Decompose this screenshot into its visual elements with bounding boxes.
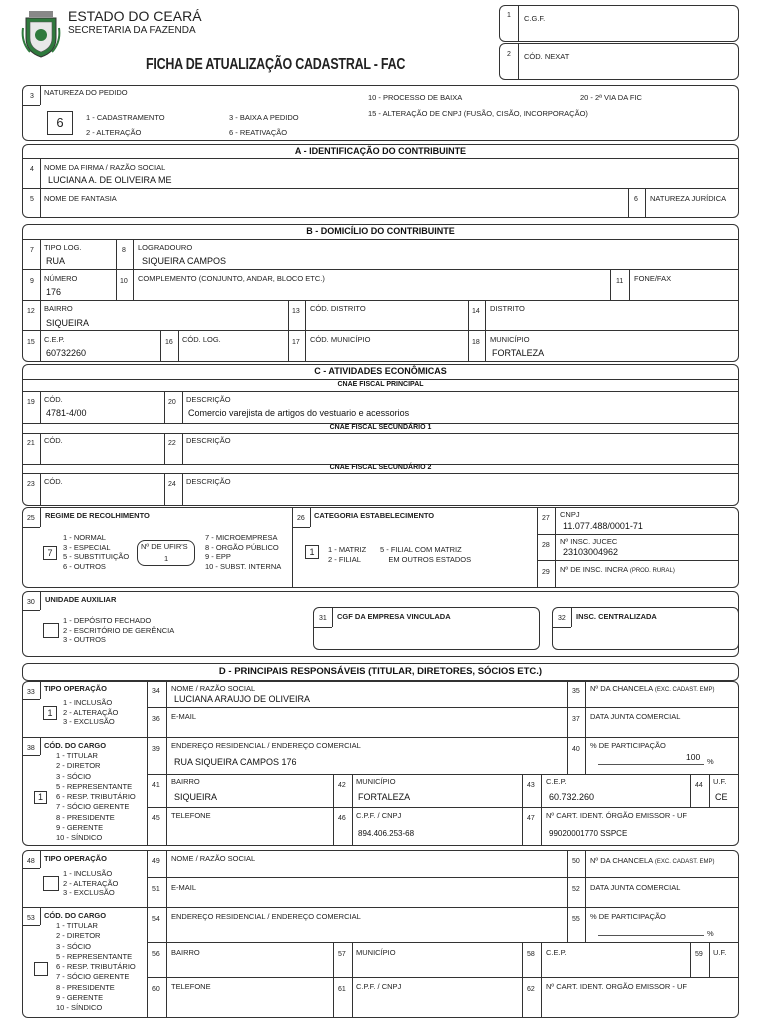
cnae-main-title: CNAE FISCAL PRINCIPAL xyxy=(337,381,424,388)
form-title: FICHA DE ATUALIZAÇÃO CADASTRAL - FAC xyxy=(146,56,406,73)
field-number: 24 xyxy=(168,481,176,488)
establishment-category-options: 1 - MATRIZ 2 - FILIAL xyxy=(328,545,367,564)
number-value[interactable]: 176 xyxy=(46,287,62,297)
email-label: E-MAIL xyxy=(171,883,197,892)
responsible-name-label: NOME / RAZÃO SOCIAL xyxy=(171,684,256,693)
operation-type-options: 1 - INCLUSÃO 2 - ALTERAÇÃO 3 - EXCLUSÃO xyxy=(63,698,119,727)
position-code-options: 1 - TITULAR 2 - DIRETOR 3 - SÓCIO 5 - REPRESENTANTE 6 - RESP. TRIBUTÁRIO 7 - SÓCIO GERENTE 8 - PRESIDENTE 9 - GERENTE 10 - SÍNDICO xyxy=(56,921,136,1013)
trade-name-label: NOME DE FANTASIA xyxy=(44,194,117,203)
tax-regime-input[interactable]: 7 xyxy=(43,546,57,560)
field-number: 23 xyxy=(27,481,35,488)
field-number: 21 xyxy=(27,440,35,447)
participation-label: % DE PARTICIPAÇÃO xyxy=(590,912,666,921)
field-number: 34 xyxy=(152,688,160,695)
seal-number-label: Nº DA CHANCELA (EXC. CADAST. EMP) xyxy=(590,856,715,865)
cnpj-label: CNPJ xyxy=(560,510,580,519)
tax-regime-options: 1 - NORMAL 3 - ESPECIAL 5 - SUBSTITUIÇÃO 6 - OUTROS xyxy=(63,533,130,571)
field-number: 48 xyxy=(27,858,35,865)
field-number: 58 xyxy=(527,951,535,958)
field-number: 9 xyxy=(30,278,34,285)
cnae-sec2-code-label: CÓD. xyxy=(44,477,63,486)
field-number: 44 xyxy=(695,782,703,789)
field-number: 38 xyxy=(27,745,35,752)
street-value[interactable]: SIQUEIRA CAMPOS xyxy=(142,256,227,266)
street-type-value[interactable]: RUA xyxy=(46,256,66,266)
resp-city-value[interactable]: FORTALEZA xyxy=(358,792,411,802)
position-code-input[interactable]: 1 xyxy=(34,791,47,804)
cnae-code-label: CÓD. xyxy=(44,395,63,404)
cnae-sec2-description-label: DESCRIÇÃO xyxy=(186,477,231,486)
district-value[interactable]: SIQUEIRA xyxy=(46,318,90,328)
field-number: 52 xyxy=(572,886,580,893)
company-name-value[interactable]: LUCIANA A. DE OLIVEIRA ME xyxy=(48,175,172,185)
email-label: E-MAIL xyxy=(171,712,197,721)
resp-state-label: U.F. xyxy=(713,777,727,786)
auxiliary-unit-input[interactable] xyxy=(43,623,59,638)
state-name: ESTADO DO CEARÁ xyxy=(68,8,202,24)
field-number: 29 xyxy=(542,569,550,576)
resp-district-label: BAIRRO xyxy=(171,948,200,957)
field-number: 33 xyxy=(27,689,35,696)
field-number: 40 xyxy=(572,746,580,753)
field-number: 6 xyxy=(634,196,638,203)
field-number: 20 xyxy=(168,399,176,406)
field-number: 54 xyxy=(152,916,160,923)
percent-sign: % xyxy=(707,757,714,766)
operation-type-label: TIPO OPERAÇÃO xyxy=(44,854,107,863)
section-c-title: C - ATIVIDADES ECONÔMICAS xyxy=(314,366,447,376)
field-number: 11 xyxy=(616,278,624,285)
field-number: 14 xyxy=(472,308,480,315)
field-number: 28 xyxy=(542,542,550,549)
field-number: 41 xyxy=(152,782,160,789)
nexat-code-field[interactable] xyxy=(499,43,739,80)
field-number: 43 xyxy=(527,782,535,789)
field-number: 25 xyxy=(27,515,35,522)
field-number: 27 xyxy=(542,515,550,522)
state-coat-of-arms-icon xyxy=(20,8,62,58)
participation-value[interactable]: 100 xyxy=(686,752,701,762)
field-number: 61 xyxy=(338,986,346,993)
field-number: 56 xyxy=(152,951,160,958)
cnae-secondary-1-title: CNAE FISCAL SECUNDÁRIO 1 xyxy=(329,424,432,431)
junta-date-label: DATA JUNTA COMERCIAL xyxy=(590,883,681,892)
resp-city-label: MUNICÍPIO xyxy=(356,948,396,957)
centralized-registration-label: INSC. CENTRALIZADA xyxy=(576,612,657,621)
phone-fax-label: FONE/FAX xyxy=(634,274,672,283)
field-number: 18 xyxy=(472,339,480,346)
district-label: BAIRRO xyxy=(44,304,73,313)
field-number: 50 xyxy=(572,858,580,865)
field-number: 46 xyxy=(338,815,346,822)
field-number: 4 xyxy=(30,166,34,173)
field-number: 3 xyxy=(30,93,34,100)
field-number: 19 xyxy=(27,399,35,406)
zip-label: C.E.P. xyxy=(44,335,65,344)
resp-zip-label: C.E.P. xyxy=(546,948,567,957)
field-number: 22 xyxy=(168,440,176,447)
operation-type-options: 1 - INCLUSÃO 2 - ALTERAÇÃO 3 - EXCLUSÃO xyxy=(63,869,119,898)
field-number: 36 xyxy=(152,716,160,723)
field-number: 1 xyxy=(507,12,511,19)
jucec-value[interactable]: 23103004962 xyxy=(563,547,619,557)
seal-number-label: Nº DA CHANCELA (EXC. CADAST. EMP) xyxy=(590,684,715,693)
field-number: 45 xyxy=(152,815,160,822)
responsible-name-value[interactable]: LUCIANA ARAUJO DE OLIVEIRA xyxy=(174,694,311,704)
cnae-sec1-code-label: CÓD. xyxy=(44,436,63,445)
resp-phone-label: TELEFONE xyxy=(171,811,211,820)
field-number: 53 xyxy=(27,915,35,922)
operation-type-label: TIPO OPERAÇÃO xyxy=(44,684,107,693)
field-number: 32 xyxy=(558,615,566,622)
request-options-b: 3 - BAIXA A PEDIDO 6 - REATIVAÇÃO xyxy=(229,113,299,137)
field-number: 10 xyxy=(120,278,128,285)
field-number: 35 xyxy=(572,688,580,695)
incra-label: Nº DE INSC. INCRA (PROD. RURAL) xyxy=(560,565,675,574)
request-nature-label: NATUREZA DO PEDIDO xyxy=(44,88,128,97)
operation-type-input[interactable] xyxy=(43,876,59,891)
auxiliary-unit-options: 1 - DEPÓSITO FECHADO 2 - ESCRITÓRIO DE GERÊNCIA 3 - OUTROS xyxy=(63,616,175,645)
field-number: 7 xyxy=(30,247,34,254)
resp-zip-label: C.E.P. xyxy=(546,777,567,786)
street-code-label: CÓD. LOG. xyxy=(182,335,221,344)
field-number: 62 xyxy=(527,986,535,993)
resp-phone-label: TELEFONE xyxy=(171,982,211,991)
city-code-label: CÓD. MUNICÍPIO xyxy=(310,335,371,344)
establishment-category-options-2: 5 - FILIAL COM MATRIZ EM OUTROS ESTADOS xyxy=(380,545,472,564)
field-number: 13 xyxy=(292,308,300,315)
field-number: 2 xyxy=(507,51,511,58)
field-number: 16 xyxy=(165,339,173,346)
linked-company-cgf-label: CGF DA EMPRESA VINCULADA xyxy=(337,612,451,621)
department-name: SECRETARIA DA FAZENDA xyxy=(68,25,196,36)
city-value[interactable]: FORTALEZA xyxy=(492,348,545,358)
operation-type-input[interactable]: 1 xyxy=(43,706,57,720)
establishment-category-label: CATEGORIA ESTABELECIMENTO xyxy=(314,511,435,520)
field-number: 15 xyxy=(27,339,35,346)
subdistrict-label: DISTRITO xyxy=(490,304,525,313)
cnae-description-value[interactable]: Comercio varejista de artigos do vestuario e acessorios xyxy=(188,408,410,418)
field-number: 12 xyxy=(27,308,35,315)
tax-regime-label: REGIME DE RECOLHIMENTO xyxy=(45,511,150,520)
percent-sign: % xyxy=(707,929,714,938)
establishment-category-input[interactable]: 1 xyxy=(305,545,319,559)
street-type-label: TIPO LOG. xyxy=(44,243,82,252)
field-number: 60 xyxy=(152,986,160,993)
request-option-c: 10 - PROCESSO DE BAIXA xyxy=(368,93,463,102)
cnpj-value[interactable]: 11.077.488/0001-71 xyxy=(563,521,643,531)
nexat-code-label: CÓD. NEXAT xyxy=(524,52,570,61)
responsible-name-label: NOME / RAZÃO SOCIAL xyxy=(171,854,256,863)
cgf-label: C.G.F. xyxy=(524,14,546,23)
field-number: 37 xyxy=(572,716,580,723)
resp-id-label: Nº CART. IDENT. ÓRGÃO EMISSOR - UF xyxy=(546,811,687,820)
field-number: 42 xyxy=(338,782,346,789)
position-code-options: 1 - TITULAR 2 - DIRETOR 3 - SÓCIO 5 - REPRESENTANTE 6 - RESP. TRIBUTÁRIO 7 - SÓCIO GERENTE 8 - PRESIDENTE 9 - GERENTE 10 - SÍNDICO xyxy=(56,751,136,843)
field-number: 39 xyxy=(152,746,160,753)
ufir-value: 1 xyxy=(164,554,169,563)
legal-nature-label: NATUREZA JURÍDICA xyxy=(650,194,727,203)
field-number: 49 xyxy=(152,858,160,865)
request-option-d: 15 - ALTERAÇÃO DE CNPJ (FUSÃO, CISÃO, INCORPORAÇÃO) xyxy=(368,109,588,118)
number-label: NÚMERO xyxy=(44,274,78,283)
resp-district-label: BAIRRO xyxy=(171,777,200,786)
request-nature-input[interactable]: 6 xyxy=(47,111,73,135)
section-a-title: A - IDENTIFICAÇÃO DO CONTRIBUINTE xyxy=(294,146,467,156)
tax-regime-options-2: 7 - MICROEMPRESA 8 - ORGÃO PÚBLICO 9 - EPP 10 - SUBST. INTERNA xyxy=(205,533,282,571)
resp-state-value[interactable]: CE xyxy=(715,792,728,802)
field-number: 17 xyxy=(292,339,300,346)
section-b-title: B - DOMICÍLIO DO CONTRIBUINTE xyxy=(306,226,455,236)
field-number: 26 xyxy=(297,515,305,522)
complement-label: COMPLEMENTO (CONJUNTO, ANDAR, BLOCO ETC.) xyxy=(138,274,325,283)
ufir-label: Nº DE UFIR'S xyxy=(141,542,188,551)
cnae-description-label: DESCRIÇÃO xyxy=(186,395,231,404)
resp-id-value[interactable]: 99020001770 SSPCE xyxy=(549,829,628,838)
section-d-title: D - PRINCIPAIS RESPONSÁVEIS (TITULAR, DIRETORES, SÓCIOS ETC.) xyxy=(218,666,543,677)
participation-label: % DE PARTICIPAÇÃO xyxy=(590,741,666,750)
junta-date-label: DATA JUNTA COMERCIAL xyxy=(590,712,681,721)
cnae-sec1-description-label: DESCRIÇÃO xyxy=(186,436,231,445)
field-number: 57 xyxy=(338,951,346,958)
request-options-a: 1 - CADASTRAMENTO 2 - ALTERAÇÃO xyxy=(86,113,165,137)
auxiliary-unit-label: UNIDADE AUXILIAR xyxy=(45,595,117,604)
cnae-secondary-2-title: CNAE FISCAL SECUNDÁRIO 2 xyxy=(329,464,432,471)
field-number: 47 xyxy=(527,815,535,822)
field-number: 51 xyxy=(152,886,160,893)
field-number: 30 xyxy=(27,599,35,606)
resp-zip-value[interactable]: 60.732.260 xyxy=(549,792,595,802)
field-number: 8 xyxy=(122,247,126,254)
resp-cpf-value[interactable]: 894.406.253-68 xyxy=(358,829,415,838)
section-b xyxy=(22,224,739,362)
resp-district-value[interactable]: SIQUEIRA xyxy=(174,792,218,802)
position-code-label: CÓD. DO CARGO xyxy=(44,741,107,750)
jucec-label: Nº INSC. JUCEC xyxy=(560,537,618,546)
request-option-e: 20 - 2ª VIA DA FIC xyxy=(580,93,642,102)
address-label: ENDEREÇO RESIDENCIAL / ENDEREÇO COMERCIAL xyxy=(171,912,361,921)
field-number: 55 xyxy=(572,916,580,923)
resp-cpf-label: C.P.F. / CNPJ xyxy=(356,811,402,820)
position-code-label: CÓD. DO CARGO xyxy=(44,911,107,920)
resp-id-label: Nº CART. IDENT. ORGÃO EMISSOR - UF xyxy=(546,982,687,991)
cgf-field[interactable] xyxy=(499,5,739,42)
district-code-label: CÓD. DISTRITO xyxy=(310,304,366,313)
position-code-input[interactable] xyxy=(34,962,48,976)
address-label: ENDEREÇO RESIDENCIAL / ENDEREÇO COMERCIAL xyxy=(171,741,361,750)
zip-value[interactable]: 60732260 xyxy=(46,348,87,358)
field-number: 59 xyxy=(695,951,703,958)
field-number: 31 xyxy=(319,615,327,622)
city-label: MUNICÍPIO xyxy=(490,335,530,344)
resp-cpf-label: C.P.F. / CNPJ xyxy=(356,982,402,991)
company-name-label: NOME DA FIRMA / RAZÃO SOCIAL xyxy=(44,163,166,172)
cnae-code-value[interactable]: 4781-4/00 xyxy=(46,408,87,418)
street-label: LOGRADOURO xyxy=(138,243,193,252)
address-value[interactable]: RUA SIQUEIRA CAMPOS 176 xyxy=(174,757,297,767)
field-number: 5 xyxy=(30,196,34,203)
resp-state-label: U.F. xyxy=(713,948,727,957)
resp-city-label: MUNICÍPIO xyxy=(356,777,396,786)
